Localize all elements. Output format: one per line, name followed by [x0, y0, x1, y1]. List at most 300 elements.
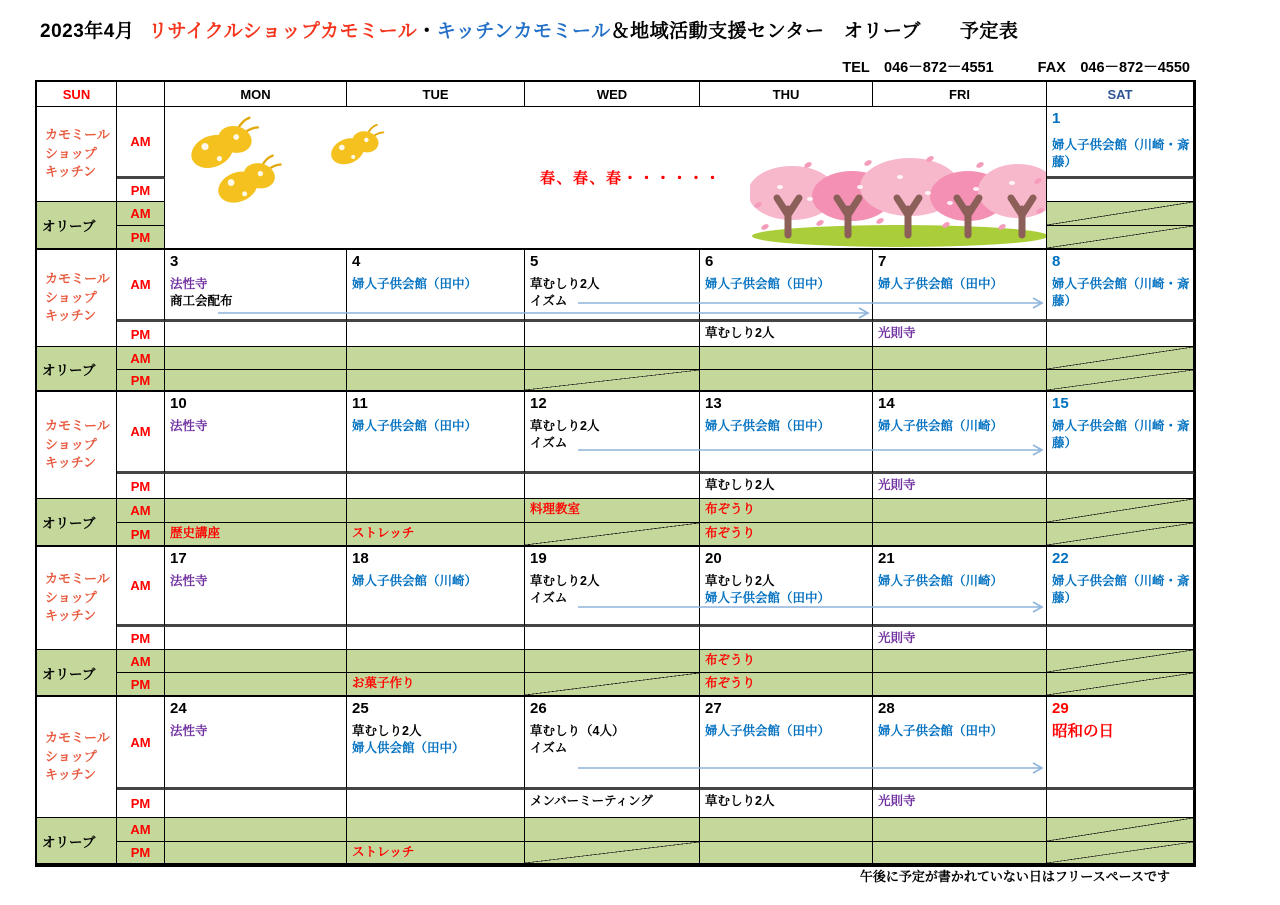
day-cell-12-olive-pm	[525, 523, 700, 547]
day-cell-22-pm	[1047, 627, 1194, 650]
day-cell-22-olive-pm	[1047, 673, 1194, 697]
event-list	[1047, 412, 1193, 451]
day-cell-24-olive-pm	[165, 842, 347, 865]
day-cell-22-olive-am	[1047, 650, 1194, 673]
event-list	[873, 790, 1046, 809]
day-cell-13-pm	[700, 474, 873, 499]
day-header-label: WED	[596, 86, 628, 102]
day-cell-28-olive-pm	[873, 842, 1047, 865]
day-cell-17-pm	[165, 627, 347, 650]
day-cell-26-am	[525, 697, 700, 790]
event-text: 商工会配布	[170, 293, 233, 308]
date-number: 15	[1052, 395, 1069, 412]
chamomile-label-line: カモミール	[45, 570, 110, 586]
event-list	[347, 270, 524, 292]
day-cell-17-am	[165, 547, 347, 627]
day-cell-28-pm	[873, 790, 1047, 818]
title-rest: ＆地域活動支援センター オリーブ 予定表	[610, 21, 1019, 42]
day-cell-27-am	[700, 697, 873, 790]
day-cell-19-am	[525, 547, 700, 627]
event-list	[700, 412, 872, 434]
event-text: 婦人子供会館（田中）	[878, 277, 1004, 292]
am-label-text: AM	[130, 206, 151, 221]
event-text: 布ぞうり	[705, 653, 756, 667]
am-label-text: AM	[130, 424, 151, 439]
olive-pm-label	[117, 842, 165, 865]
contact-line	[842, 56, 1190, 77]
day-cell-3-pm	[165, 322, 347, 347]
date-number: 11	[352, 395, 368, 412]
event-list	[165, 412, 346, 434]
day-cell-11-olive-pm	[347, 523, 525, 547]
spring-text: 春、春、春・・・・・・	[540, 170, 722, 187]
event-text: 草むしり2人	[705, 574, 775, 589]
event-list	[347, 842, 524, 860]
date-number: 19	[530, 550, 547, 567]
day-cell-15-olive-pm	[1047, 523, 1194, 547]
olive-pm-label	[117, 370, 165, 392]
day-cell-1-am	[1047, 107, 1194, 179]
event-text: 婦人子供会館（川崎・斎藤）	[1052, 419, 1190, 450]
event-text: 婦人子供会館（田中）	[705, 419, 831, 434]
chamomile-label-line: ショップ	[45, 748, 97, 764]
day-cell-12-am	[525, 392, 700, 474]
am-label-text: AM	[130, 578, 151, 593]
day-cell-25-pm	[347, 790, 525, 818]
event-list	[347, 717, 524, 756]
event-list	[347, 673, 524, 691]
header-day	[165, 82, 347, 107]
date-number: 17	[170, 550, 187, 567]
butterfly-icon	[207, 151, 289, 218]
pm-label-text: PM	[130, 796, 151, 811]
row-label-chamomile	[37, 107, 117, 202]
pm-label	[117, 179, 165, 202]
day-cell-28-am	[873, 697, 1047, 790]
event-text: 法性寺	[170, 574, 208, 589]
row-label-chamomile	[37, 250, 117, 347]
olive-pm-label	[117, 673, 165, 697]
day-header-label: TUE	[422, 86, 449, 102]
event-list	[873, 567, 1046, 589]
header-day	[873, 82, 1047, 107]
event-text: 光則寺	[878, 478, 916, 492]
event-text: メンバーミーティング	[530, 794, 653, 808]
event-text: 草むしり2人	[530, 419, 600, 434]
day-cell-6-olive-pm	[700, 370, 873, 392]
header-day	[37, 82, 117, 107]
day-cell-17-olive-pm	[165, 673, 347, 697]
event-list	[1047, 127, 1193, 170]
event-list	[700, 790, 872, 809]
event-list	[700, 673, 872, 691]
am-label	[117, 250, 165, 322]
chamomile-label-line: キッチン	[45, 455, 97, 471]
am-label-text: AM	[130, 653, 151, 669]
date-number: 8	[1052, 253, 1061, 270]
event-text: お菓子作り	[352, 676, 415, 690]
day-cell-18-am	[347, 547, 525, 627]
event-text: 婦人子供会館（田中）	[352, 419, 478, 434]
event-list	[700, 270, 872, 292]
day-cell-7-am	[873, 250, 1047, 322]
date-number: 1	[1052, 110, 1061, 127]
date-number: 5	[530, 253, 539, 270]
event-list	[700, 650, 872, 668]
day-cell-4-olive-am	[347, 347, 525, 370]
olive-label: オリーブ	[42, 666, 96, 682]
day-cell-19-pm	[525, 627, 700, 650]
date-number: 25	[352, 700, 369, 717]
day-cell-12-olive-am	[525, 499, 700, 523]
day-cell-18-olive-am	[347, 650, 525, 673]
row-label-olive	[37, 650, 117, 697]
day-header-label: FRI	[949, 86, 970, 102]
event-text: ストレッチ	[352, 526, 415, 540]
chamomile-label-line: カモミール	[45, 126, 110, 142]
day-cell-20-olive-pm	[700, 673, 873, 697]
day-cell-13-olive-pm	[700, 523, 873, 547]
day-cell-25-olive-am	[347, 818, 525, 842]
date-number: 26	[530, 700, 547, 717]
date-number: 3	[170, 253, 179, 270]
day-cell-5-am	[525, 250, 700, 322]
event-list	[1047, 717, 1193, 742]
pm-label	[117, 790, 165, 818]
am-label-text: AM	[130, 350, 151, 366]
day-cell-8-olive-am	[1047, 347, 1194, 370]
day-cell-3-olive-am	[165, 347, 347, 370]
event-text: 草むしり2人	[530, 574, 600, 589]
day-cell-20-pm	[700, 627, 873, 650]
event-text: 婦人子供会館（川崎・斎藤）	[1052, 277, 1190, 308]
day-cell-20-olive-am	[700, 650, 873, 673]
header-day	[525, 82, 700, 107]
event-text: 婦人子供会館（田中）	[705, 724, 831, 739]
header-day	[700, 82, 873, 107]
event-list	[873, 627, 1046, 646]
day-cell-4-am	[347, 250, 525, 322]
day-cell-4-pm	[347, 322, 525, 347]
day-cell-5-olive-am	[525, 347, 700, 370]
am-label	[117, 107, 165, 179]
event-text: 法性寺	[170, 277, 208, 292]
footer-note: 午後に予定が書かれていない日はフリースペースです	[859, 869, 1170, 884]
event-text: 草むしり2人	[705, 794, 775, 808]
event-list	[525, 717, 699, 756]
event-text: 光則寺	[878, 794, 916, 808]
date-number: 7	[878, 253, 887, 270]
event-text: ストレッチ	[352, 845, 415, 859]
day-cell-4-olive-pm	[347, 370, 525, 392]
chamomile-label-line: カモミール	[45, 417, 110, 433]
chamomile-label-line: キッチン	[45, 608, 97, 624]
title-month: 2023年4月	[40, 21, 135, 42]
date-number: 13	[705, 395, 722, 412]
day-cell-21-am	[873, 547, 1047, 627]
header-day	[1047, 82, 1194, 107]
pm-label-text: PM	[130, 676, 151, 692]
day-cell-7-olive-am	[873, 347, 1047, 370]
event-list	[165, 523, 346, 541]
event-text: 草むしり2人	[705, 478, 775, 492]
olive-am-label	[117, 650, 165, 673]
row-label-olive	[37, 818, 117, 865]
am-label-text: AM	[130, 822, 151, 837]
chamomile-label-line: ショップ	[45, 589, 97, 605]
am-label	[117, 547, 165, 627]
day-cell-17-olive-am	[165, 650, 347, 673]
event-list	[700, 499, 872, 517]
day-cell-26-pm	[525, 790, 700, 818]
olive-label: オリーブ	[42, 516, 96, 531]
pm-label-text: PM	[130, 326, 151, 342]
day-cell-21-pm	[873, 627, 1047, 650]
date-number: 27	[705, 700, 722, 717]
day-cell-7-olive-pm	[873, 370, 1047, 392]
event-list	[873, 412, 1046, 434]
day-cell-3-olive-pm	[165, 370, 347, 392]
date-number: 6	[705, 253, 714, 270]
day-cell-8-am	[1047, 250, 1194, 322]
day-cell-19-olive-am	[525, 650, 700, 673]
day-cell-14-pm	[873, 474, 1047, 499]
event-list	[347, 412, 524, 434]
day-cell-29-olive-pm	[1047, 842, 1194, 865]
chamomile-label-line: カモミール	[45, 270, 110, 286]
event-list	[873, 322, 1046, 341]
chamomile-label-line: ショップ	[45, 145, 97, 161]
day-cell-11-pm	[347, 474, 525, 499]
event-list	[700, 474, 872, 493]
chamomile-label-line: キッチン	[45, 308, 97, 324]
row-label-olive	[37, 347, 117, 392]
day-cell-1-olive-am	[1047, 202, 1194, 226]
event-list	[347, 567, 524, 589]
event-text: 草むしり2人	[352, 724, 422, 739]
event-text: 昭和の日	[1052, 723, 1115, 741]
day-cell-29-pm	[1047, 790, 1194, 818]
chamomile-label-line: ショップ	[45, 436, 97, 452]
event-text: イズム	[530, 740, 568, 755]
chamomile-label-line: カモミール	[45, 729, 110, 745]
event-text: 光則寺	[878, 326, 916, 340]
am-label-text: AM	[130, 503, 151, 518]
day-cell-20-am	[700, 547, 873, 627]
day-cell-10-olive-am	[165, 499, 347, 523]
day-cell-5-pm	[525, 322, 700, 347]
olive-pm-label	[117, 226, 165, 250]
date-number: 28	[878, 700, 895, 717]
date-number: 4	[352, 253, 361, 270]
day-cell-18-pm	[347, 627, 525, 650]
event-list	[165, 270, 346, 309]
am-label	[117, 392, 165, 474]
am-label-text: AM	[130, 734, 151, 750]
day-cell-29-am	[1047, 697, 1194, 790]
day-cell-11-olive-am	[347, 499, 525, 523]
event-list	[165, 717, 346, 739]
event-text: 歴史講座	[170, 526, 221, 540]
olive-am-label	[117, 347, 165, 370]
event-text: 婦人子供会館（川崎）	[878, 574, 1004, 589]
day-cell-26-olive-pm	[525, 842, 700, 865]
event-text: 婦人子供会館（川崎）	[352, 574, 478, 589]
event-text: イズム	[530, 590, 568, 605]
header-day	[347, 82, 525, 107]
day-header-label: SUN	[62, 86, 91, 102]
event-list	[873, 717, 1046, 739]
event-text: 婦人子供会館（川崎）	[878, 419, 1004, 434]
day-cell-28-olive-am	[873, 818, 1047, 842]
day-cell-29-olive-am	[1047, 818, 1194, 842]
title-kitchen-name: キッチンカモミール	[436, 21, 611, 42]
row-label-olive	[37, 499, 117, 547]
event-text: 法性寺	[170, 724, 208, 739]
butterfly-icon	[323, 121, 389, 178]
event-text: 草むしり2人	[705, 326, 775, 340]
olive-label: オリーブ	[42, 834, 96, 850]
row-label-olive	[37, 202, 117, 250]
day-cell-27-olive-pm	[700, 842, 873, 865]
day-header-label: MON	[240, 86, 271, 102]
event-text: 婦人子供会館（川崎・斎藤）	[1052, 138, 1190, 169]
event-list	[873, 270, 1046, 292]
day-cell-5-olive-pm	[525, 370, 700, 392]
day-cell-21-olive-pm	[873, 673, 1047, 697]
day-cell-21-olive-am	[873, 650, 1047, 673]
event-list	[700, 523, 872, 541]
date-number: 20	[705, 550, 722, 567]
event-list	[525, 412, 699, 451]
schedule-table	[35, 80, 1196, 867]
olive-am-label	[117, 499, 165, 523]
chamomile-label-line: ショップ	[45, 289, 97, 305]
day-cell-14-olive-am	[873, 499, 1047, 523]
pm-label-text: PM	[130, 182, 151, 198]
day-header-label: THU	[772, 86, 800, 102]
day-cell-3-am	[165, 250, 347, 322]
event-list	[873, 474, 1046, 493]
page-title	[40, 16, 1018, 43]
day-cell-13-am	[700, 392, 873, 474]
cherry-blossom-trees	[750, 153, 1047, 250]
row-label-chamomile	[37, 392, 117, 499]
date-number: 24	[170, 700, 187, 717]
tel-number: TEL 046－872－4551	[842, 60, 994, 76]
date-number: 12	[530, 395, 547, 412]
chamomile-label-line: キッチン	[45, 164, 97, 180]
fax-number: FAX 046－872－4550	[1037, 60, 1190, 76]
day-cell-24-olive-am	[165, 818, 347, 842]
day-cell-1-olive-pm	[1047, 226, 1194, 250]
event-text: 婦人子供会館（田中）	[705, 277, 831, 292]
event-text: 婦人子供会館（田中）	[878, 724, 1004, 739]
day-cell-6-am	[700, 250, 873, 322]
day-cell-24-pm	[165, 790, 347, 818]
olive-am-label	[117, 202, 165, 226]
day-header-label: SAT	[1107, 86, 1133, 102]
event-text: イズム	[530, 293, 568, 308]
event-text: イズム	[530, 435, 568, 450]
day-cell-18-olive-pm	[347, 673, 525, 697]
event-list	[525, 567, 699, 606]
row-label-chamomile	[37, 547, 117, 650]
event-text: 料理教室	[530, 502, 581, 516]
event-list	[700, 717, 872, 739]
date-number: 18	[352, 550, 369, 567]
event-text: 草むしり2人	[530, 277, 600, 292]
day-cell-10-olive-pm	[165, 523, 347, 547]
event-text: 布ぞうり	[705, 676, 756, 690]
event-text: 婦人子供会館（田中）	[705, 590, 831, 605]
event-list	[347, 523, 524, 541]
event-list	[1047, 270, 1193, 309]
event-list	[165, 567, 346, 589]
pm-label	[117, 474, 165, 499]
date-number: 22	[1052, 550, 1069, 567]
day-cell-12-pm	[525, 474, 700, 499]
pm-label-text: PM	[130, 630, 151, 646]
row-label-chamomile	[37, 697, 117, 818]
event-text: 婦人子供会館（田中）	[352, 277, 478, 292]
event-text: 布ぞうり	[705, 502, 756, 516]
event-list	[525, 790, 699, 809]
day-cell-27-pm	[700, 790, 873, 818]
pm-label	[117, 322, 165, 347]
title-shop-name: リサイクルショップカモミール	[148, 21, 418, 42]
day-cell-11-am	[347, 392, 525, 474]
am-label-text: AM	[130, 134, 151, 149]
day-cell-6-pm	[700, 322, 873, 347]
pm-label-text: PM	[130, 526, 151, 542]
pm-label	[117, 627, 165, 650]
event-text: 光則寺	[878, 631, 916, 645]
pm-label-text: PM	[130, 372, 151, 388]
event-list	[1047, 567, 1193, 606]
day-cell-15-am	[1047, 392, 1194, 474]
day-cell-22-am	[1047, 547, 1194, 627]
event-list	[525, 499, 699, 517]
day-cell-24-am	[165, 697, 347, 790]
title-separator: ・	[417, 21, 437, 42]
day-cell-15-pm	[1047, 474, 1194, 499]
date-number: 29	[1052, 700, 1069, 717]
day-cell-13-olive-am	[700, 499, 873, 523]
day-cell-19-olive-pm	[525, 673, 700, 697]
event-list	[700, 567, 872, 606]
event-list	[525, 270, 699, 309]
day-cell-14-olive-pm	[873, 523, 1047, 547]
day-cell-26-olive-am	[525, 818, 700, 842]
event-text: 布ぞうり	[705, 526, 756, 540]
day-cell-15-olive-am	[1047, 499, 1194, 523]
day-cell-25-olive-pm	[347, 842, 525, 865]
date-number: 14	[878, 395, 895, 412]
header-spacer	[117, 82, 165, 107]
day-cell-27-olive-am	[700, 818, 873, 842]
olive-pm-label	[117, 523, 165, 547]
day-cell-1-pm	[1047, 179, 1194, 202]
event-text: 草むしり（4人）	[530, 724, 625, 739]
day-cell-25-am	[347, 697, 525, 790]
olive-label: オリーブ	[42, 362, 96, 378]
day-cell-10-pm	[165, 474, 347, 499]
day-cell-6-olive-am	[700, 347, 873, 370]
day-cell-7-pm	[873, 322, 1047, 347]
week1-decoration-cell	[165, 107, 1047, 250]
olive-am-label	[117, 818, 165, 842]
